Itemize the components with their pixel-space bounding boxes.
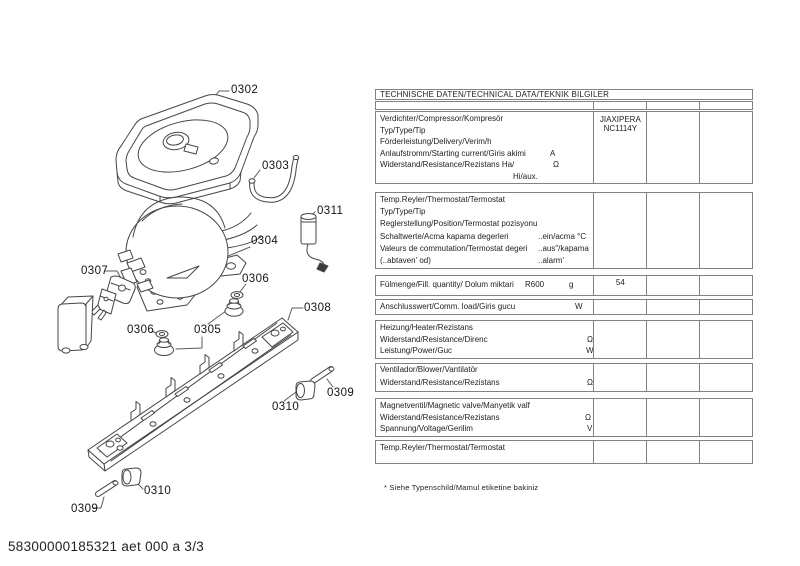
table-row-label: Typ/Type/Tip — [380, 207, 426, 217]
table-label-cell — [376, 300, 593, 314]
table-value-cell — [646, 102, 699, 109]
table-row — [380, 365, 593, 378]
table-value-cell — [646, 300, 699, 314]
table-row — [380, 378, 593, 391]
part-mounting-rail — [88, 318, 298, 471]
table-row — [380, 207, 593, 219]
table-value-cell — [646, 441, 699, 463]
table-title: TECHNISCHE DATEN/TECHNICAL DATA/TEKNIK BILGILER — [375, 89, 753, 100]
table-row-label: Ventilador/Blower/Vantilatör — [380, 364, 478, 374]
table-row — [380, 280, 593, 292]
table-label-cell — [376, 364, 593, 391]
table-row-label: Schaltwerte/Acma kapama degerleri — [380, 231, 509, 241]
table-label-cell — [376, 276, 593, 295]
part-label-0303: 0303 — [262, 160, 290, 172]
table-value-cell — [699, 102, 752, 109]
table-unit: Ω — [587, 377, 593, 387]
table-value-cell: JIAXIPERA NC1114Y — [593, 112, 646, 183]
table-block — [375, 299, 753, 315]
table-label-cell — [376, 441, 593, 463]
table-row — [380, 335, 593, 347]
part-label-0310-lower: 0310 — [144, 485, 172, 497]
table-row — [380, 323, 593, 335]
table-value-cell — [646, 112, 699, 183]
part-label-0309-upper: 0309 — [327, 387, 355, 399]
table-value-cell — [699, 112, 752, 183]
technical-data-table — [375, 89, 753, 492]
part-label-0311: 0311 — [317, 205, 344, 217]
table-row — [380, 160, 593, 172]
table-value-cell — [593, 193, 646, 268]
table-value-cell — [646, 399, 699, 436]
table-unit: Ω — [585, 412, 591, 422]
table-row-label: Typ/Type/Tip — [380, 125, 426, 135]
table-row-label: Magnetventil/Magnetic valve/Manyetik valf — [380, 400, 530, 410]
table-unit: ..alarm' — [538, 255, 564, 265]
table-value-cell — [699, 276, 752, 295]
part-label-0310-upper: 0310 — [272, 401, 300, 413]
part-label-0307: 0307 — [81, 265, 109, 277]
part-washer-upper — [231, 292, 243, 299]
table-value-cell — [699, 193, 752, 268]
table-row — [380, 126, 593, 138]
table-value-cell — [593, 321, 646, 358]
part-label-0302: 0302 — [231, 84, 259, 96]
table-value-cell — [699, 399, 752, 436]
table-row-label: Reglerstellung/Position/Termostat pozisyonu — [380, 219, 538, 229]
table-row-label: Widerstand/Resistance/Rezistans — [380, 412, 500, 422]
table-block — [375, 320, 753, 359]
part-label-0306-upper: 0306 — [242, 273, 270, 285]
table-unit: Hi/aux. — [513, 171, 538, 181]
table-row — [380, 232, 593, 244]
document-number: 58300000185321 aet 000 a 3/3 — [8, 539, 205, 554]
table-row-label: Widerstand/Resistance/Rezistans — [380, 377, 500, 387]
table-row — [380, 256, 593, 268]
table-row — [380, 401, 593, 413]
part-pin-upper — [313, 367, 334, 381]
table-label-cell — [376, 102, 593, 109]
table-block — [375, 363, 753, 392]
part-grommet-upper — [225, 299, 243, 316]
part-cover-box — [58, 296, 93, 353]
table-value-cell — [593, 441, 646, 463]
table-row-label: Heizung/Heater/Rezistans — [380, 323, 473, 333]
part-pin-lower — [98, 481, 118, 494]
table-row-label: Valeurs de commutation/Termostat degeri — [380, 243, 528, 253]
table-block — [375, 398, 753, 437]
table-unit: V — [587, 424, 593, 434]
part-spacer-lower — [122, 468, 141, 486]
table-footnote: * Siehe Typenschild/Mamul etiketine bakiniz — [384, 482, 539, 492]
table-unit: ..ein/acma °C — [538, 231, 587, 241]
table-label-cell — [376, 321, 593, 358]
table-unit: A — [550, 148, 556, 158]
table-value-cell — [646, 276, 699, 295]
part-capacitor — [301, 214, 328, 273]
part-label-0308: 0308 — [304, 302, 332, 314]
part-grommet-lower — [155, 338, 174, 356]
table-row-label: Widerstand/Resistance/Rezistans Ha/ — [380, 160, 515, 169]
table-row-label: Leistung/Power/Guc — [380, 346, 453, 356]
table-unit: Ω — [553, 160, 559, 169]
table-row-label: Temp.Reyler/Thermostat/Termostat — [380, 442, 505, 452]
table-block — [375, 101, 753, 110]
table-row — [380, 219, 593, 231]
table-unit: W — [586, 346, 594, 356]
table-value-cell — [699, 364, 752, 391]
table-row — [380, 195, 593, 207]
table-row-label: Temp.Reyler/Thermostat/Termostat — [380, 195, 505, 204]
part-label-0304: 0304 — [251, 235, 279, 247]
part-spacer-upper — [296, 381, 315, 400]
table-value-cell — [593, 300, 646, 314]
table-value-cell — [646, 364, 699, 391]
table-row — [380, 302, 593, 314]
table-value-cell — [699, 321, 752, 358]
table-unit: R600 — [525, 280, 545, 290]
table-row — [380, 114, 593, 126]
table-label-cell — [376, 112, 593, 183]
table-unit: Ω — [587, 334, 593, 344]
part-label-0309-lower: 0309 — [71, 503, 99, 515]
table-block — [375, 275, 753, 296]
table-row-label: Spannung/Voltage/Gerilim — [380, 424, 473, 434]
table-value-cell — [646, 321, 699, 358]
part-drip-tray — [116, 95, 258, 204]
table-unit: ..aus"/kapama — [538, 243, 589, 253]
table-label-cell — [376, 399, 593, 436]
table-row-label: Anlaufstromm/Starting current/Giris akimi — [380, 148, 526, 158]
table-row-label: Verdichter/Compressor/Kompresör — [380, 114, 504, 123]
part-washer-lower — [156, 331, 168, 338]
table-row — [380, 346, 593, 358]
table-block — [375, 440, 753, 464]
table-block — [375, 192, 753, 269]
table-value-cell — [699, 441, 752, 463]
table-unit: W — [575, 302, 583, 312]
table-blocks — [375, 101, 753, 464]
table-row — [380, 172, 593, 184]
table-row — [380, 443, 593, 455]
table-row — [380, 424, 593, 436]
table-block — [375, 111, 753, 184]
table-value-cell — [646, 193, 699, 268]
part-relay — [91, 276, 135, 320]
table-value-cell — [593, 102, 646, 109]
table-row — [380, 149, 593, 161]
table-row-label: Förderleistung/Delivery/Verim/h — [380, 137, 492, 146]
part-label-0305: 0305 — [194, 324, 222, 336]
table-row — [380, 137, 593, 149]
table-row-label: Anschlusswert/Comm. load/Giris gucu — [380, 302, 516, 312]
part-label-0306-lower: 0306 — [127, 324, 155, 336]
table-value-cell — [593, 399, 646, 436]
table-row — [380, 413, 593, 425]
table-value-cell — [593, 364, 646, 391]
table-value-cell — [699, 300, 752, 314]
table-value-cell: 54 — [593, 276, 646, 295]
table-row-label: (..abtaven' od) — [380, 255, 431, 265]
table-label-cell — [376, 193, 593, 268]
table-row — [380, 244, 593, 256]
table-row-label: Widerstand/Resistance/Direnc — [380, 334, 488, 344]
table-row-label: Fülmenge/Fill. quantity/ Dolum miktari — [380, 280, 514, 290]
table-unit: g — [569, 280, 574, 290]
